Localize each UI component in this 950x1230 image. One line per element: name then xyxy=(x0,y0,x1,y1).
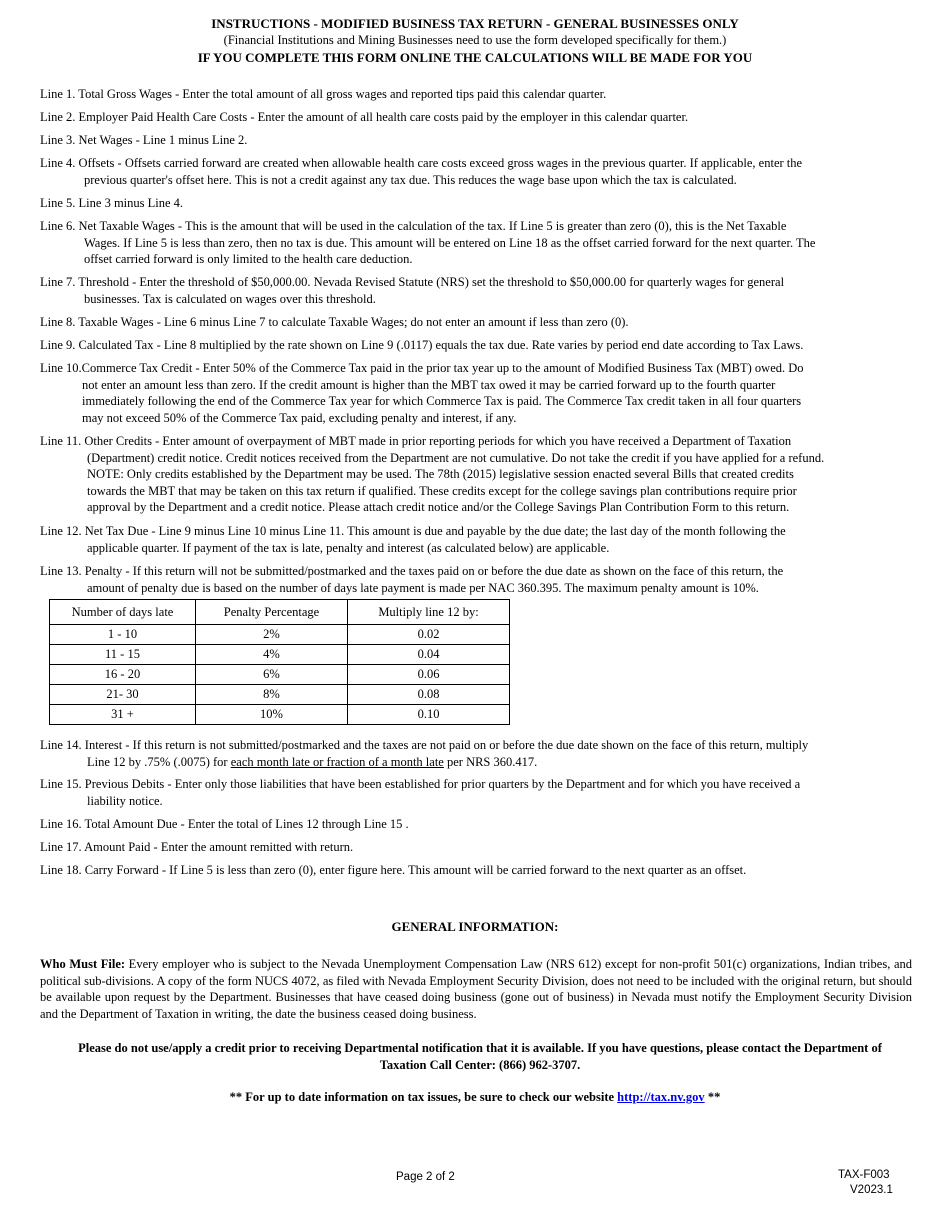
line-18 xyxy=(40,862,912,879)
line-6 xyxy=(40,218,912,268)
penalty-table-header xyxy=(50,600,510,625)
line-18-text: Line 18. Carry Forward - If Line 5 is less than zero (0), enter figure here. This amount will be carried forward to the next quarter as an offset. xyxy=(40,863,747,877)
table-row xyxy=(50,705,510,725)
page-subtitle: (Financial Institutions and Mining Businesses need to use the form developed specifically for them.) xyxy=(223,33,727,47)
line-11-cont4: approval by the Department and a credit notice. Please attach credit notice and/or the College Savings Plan Contribution Form to this return. xyxy=(87,500,790,514)
line-14-text: Line 14. Interest - If this return is not submitted/postmarked and the taxes are not paid on or before the due date shown on the face of this return, multiply xyxy=(40,738,809,752)
line-12 xyxy=(40,523,912,556)
table-cell: 6% xyxy=(196,665,348,685)
who-must-file xyxy=(40,956,912,1022)
table-row xyxy=(50,665,510,685)
line-11-cont2: NOTE: Only credits established by the Department may be used. The 78th (2015) legislative session enacted several Bills that created credits xyxy=(87,467,794,481)
col-days-late: Number of days late xyxy=(50,600,196,625)
line-12-cont: applicable quarter. If payment of the tax is late, penalty and interest (as calculated below) are applicable. xyxy=(87,540,610,555)
table-cell: 0.04 xyxy=(348,645,510,665)
table-cell: 4% xyxy=(196,645,348,665)
table-cell: 2% xyxy=(196,625,348,645)
line-12-text: Line 12. Net Tax Due - Line 9 minus Line 10 minus Line 11. This amount is due and payable by the due date; the last day of the month following the xyxy=(40,524,786,538)
website-note-post: ** xyxy=(704,1090,721,1104)
line-2 xyxy=(40,109,912,126)
penalty-table xyxy=(49,599,510,725)
line-14 xyxy=(40,737,912,770)
line-10-cont2: immediately following the end of the Commerce Tax year for which Commerce Tax is paid. The Commerce Tax credit taken in all four quarters xyxy=(82,394,802,408)
line-16 xyxy=(40,816,912,833)
who-must-file-label: Who Must File: xyxy=(40,957,126,971)
line-15 xyxy=(40,776,912,809)
line-4-text: Line 4. Offsets - Offsets carried forward are created when allowable health care costs exceed gross wages in the previous quarter. If applicable, enter the xyxy=(40,156,803,170)
line-17-text: Line 17. Amount Paid - Enter the amount remitted with return. xyxy=(40,840,354,854)
form-version: V2023.1 xyxy=(850,1184,893,1196)
line-14-cont-post: per NRS 360.417. xyxy=(443,754,538,769)
page-number: Page 2 of 2 xyxy=(396,1171,455,1183)
who-must-file-text: Every employer who is subject to the Nevada Unemployment Compensation Law (NRS 612) except for non-profit 501(c) organizations, Indian tribes, and political sub-divisions. A copy of the form NUCS 4072, as filed with Nevada Employment Security Division, does not need to be included with the original return, but should be available upon request by the Department. Businesses that have ceased doing business (gone out of business) in Nevada must notify the Employment Security Division and the Department of Taxation in writing, the date the business ceased doing business. xyxy=(40,957,913,1021)
form-id: TAX-F003 xyxy=(838,1169,890,1181)
website-note-pre: ** For up to date information on tax issues, be sure to check our website xyxy=(229,1090,618,1104)
line-11-cont: (Department) credit notice. Credit notices received from the Department are not cumulative. Do not take the credit if you have applied for a refund. xyxy=(87,450,825,465)
line-13 xyxy=(40,563,912,596)
table-cell: 0.10 xyxy=(348,705,510,725)
line-3 xyxy=(40,132,912,149)
line-17 xyxy=(40,839,912,856)
page-title: INSTRUCTIONS - MODIFIED BUSINESS TAX RETURN - GENERAL BUSINESSES ONLY xyxy=(211,16,739,31)
general-info-heading: GENERAL INFORMATION: xyxy=(391,919,559,934)
line-16-text: Line 16. Total Amount Due - Enter the total of Lines 12 through Line 15 . xyxy=(40,817,409,831)
line-10 xyxy=(40,360,912,426)
line-9-text: Line 9. Calculated Tax - Line 8 multiplied by the rate shown on Line 9 (.0117) equals the tax due. Rate varies by period end date according to Tax Laws. xyxy=(40,338,804,352)
table-cell: 16 - 20 xyxy=(50,665,196,685)
table-cell: 10% xyxy=(196,705,348,725)
col-multiplier: Multiply line 12 by: xyxy=(348,600,510,625)
table-cell: 0.08 xyxy=(348,685,510,705)
line-13-text: Line 13. Penalty - If this return will not be submitted/postmarked and the taxes paid on or before the due date as shown on the face of this return, the xyxy=(40,564,784,578)
line-6-text: Line 6. Net Taxable Wages - This is the amount that will be used in the calculation of the tax. If Line 5 is greater than zero (0), this is the Net Taxable xyxy=(40,219,787,233)
table-row xyxy=(50,625,510,645)
credit-note: Please do not use/apply a credit prior to receiving Departmental notification that it is available. If you have questions, please contact the Department of Taxation Call Center: (866) 962-3707. xyxy=(78,1041,882,1072)
line-9 xyxy=(40,337,912,354)
line-3-text: Line 3. Net Wages - Line 1 minus Line 2. xyxy=(40,133,248,147)
line-11 xyxy=(40,433,912,516)
line-1-text: Line 1. Total Gross Wages - Enter the total amount of all gross wages and reported tips paid this calendar quarter. xyxy=(40,87,607,101)
table-cell: 1 - 10 xyxy=(50,625,196,645)
line-6-cont2: offset carried forward is only limited to the health care deduction. xyxy=(84,252,413,266)
line-5-text: Line 5. Line 3 minus Line 4. xyxy=(40,196,184,210)
line-8 xyxy=(40,314,912,331)
line-10-cont3: may not exceed 50% of the Commerce Tax paid, excluding penalty and interest, if any. xyxy=(82,410,517,425)
table-cell: 0.06 xyxy=(348,665,510,685)
table-cell: 0.02 xyxy=(348,625,510,645)
line-13-cont: amount of penalty due is based on the number of days late payment is made per NAC 360.395. The maximum penalty amount is 10%. xyxy=(87,580,759,595)
line-7-cont: businesses. Tax is calculated on wages over this threshold. xyxy=(84,291,376,306)
line-14-underlined: each month late or fraction of a month late xyxy=(230,754,444,769)
line-15-text: Line 15. Previous Debits - Enter only those liabilities that have been established for prior quarters by the Department and for which you have received a xyxy=(40,777,801,791)
table-cell: 31 + xyxy=(50,705,196,725)
online-note: IF YOU COMPLETE THIS FORM ONLINE THE CALCULATIONS WILL BE MADE FOR YOU xyxy=(197,50,753,65)
table-cell: 8% xyxy=(196,685,348,705)
line-5 xyxy=(40,195,912,212)
line-7 xyxy=(40,274,912,307)
website-link[interactable]: http://tax.nv.gov xyxy=(617,1090,705,1104)
line-4-cont: previous quarter's offset here. This is not a credit against any tax due. This reduces the wage base upon which the tax is calculated. xyxy=(84,172,737,187)
table-row xyxy=(50,685,510,705)
line-7-text: Line 7. Threshold - Enter the threshold of $50,000.00. Nevada Revised Statute (NRS) set the threshold to $50,000.00 for quarterly wages for general xyxy=(40,275,785,289)
line-11-text: Line 11. Other Credits - Enter amount of overpayment of MBT made in prior reporting periods for which you have received a Department of Taxation xyxy=(40,434,792,448)
page-header xyxy=(0,15,950,66)
table-cell: 21- 30 xyxy=(50,685,196,705)
line-10-text: Line 10.Commerce Tax Credit - Enter 50% of the Commerce Tax paid in the prior tax year up to the amount of Modified Business Tax (MBT) owed. Do xyxy=(40,361,804,375)
line-14-cont-pre: Line 12 by .75% (.0075) for xyxy=(87,754,231,769)
line-8-text: Line 8. Taxable Wages - Line 6 minus Line 7 to calculate Taxable Wages; do not enter an amount if less than zero (0). xyxy=(40,315,629,329)
line-14-cont xyxy=(40,754,912,771)
line-11-cont3: towards the MBT that may be taken on this tax return if qualified. These credits except for the college savings plan contributions require prior xyxy=(87,483,797,498)
col-penalty-pct: Penalty Percentage xyxy=(196,600,348,625)
line-10-cont: not enter an amount less than zero. If the credit amount is higher than the MBT tax owed it may be carried forward up to the fourth quarter xyxy=(82,377,776,392)
website-note xyxy=(0,1090,950,1105)
line-4 xyxy=(40,155,912,188)
line-2-text: Line 2. Employer Paid Health Care Costs - Enter the amount of all health care costs paid by the employer in this calendar quarter. xyxy=(40,110,689,124)
line-15-cont: liability notice. xyxy=(87,793,163,808)
line-6-cont: Wages. If Line 5 is less than zero, then no tax is due. This amount will be entered on Line 18 as the offset carried forward for the next quarter. The xyxy=(84,235,816,250)
line-1 xyxy=(40,86,912,103)
table-row xyxy=(50,645,510,665)
table-cell: 11 - 15 xyxy=(50,645,196,665)
